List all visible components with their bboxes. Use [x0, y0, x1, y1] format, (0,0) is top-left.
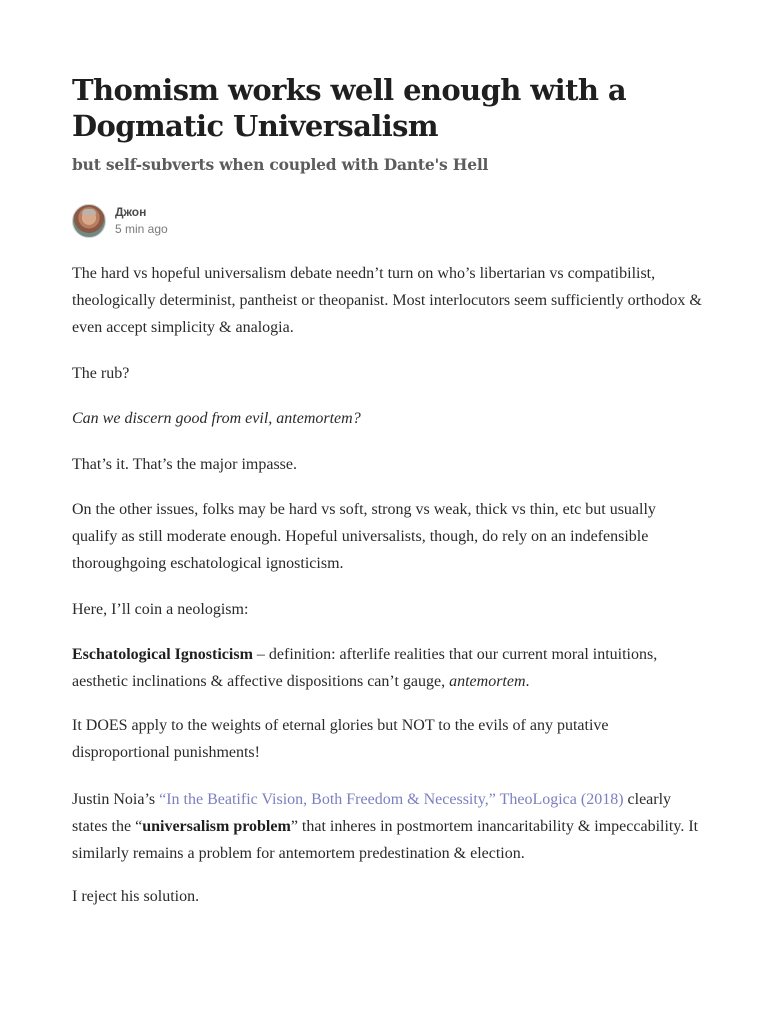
- universalism-problem-term: universalism problem: [142, 818, 291, 835]
- post-timestamp: 5 min ago: [115, 222, 168, 236]
- paragraph-8: It DOES apply to the weights of eternal glories but NOT to the evils of any putative disproportional punishments!: [72, 717, 609, 761]
- post-title-line-2: Dogmatic Universalism: [72, 109, 438, 143]
- post-title: [72, 72, 702, 144]
- paragraph-9-middle: clearly states the “: [72, 791, 672, 835]
- paragraph-1: The hard vs hopeful universalism debate needn’t turn on who’s libertarian vs compatibilist, theologically determinist, pantheist or theopanist. Most interlocutors seem sufficiently orthodox & even accept simplicity & analogia.: [72, 265, 702, 336]
- definition-emphasis: antemortem: [449, 673, 526, 690]
- paragraph-9-start: Justin Noia’s: [72, 791, 160, 808]
- definition-period: .: [525, 673, 530, 690]
- definition-text: – definition: afterlife realities that our current moral intuitions, aesthetic inclinations & affective dispositions can’t gauge,: [72, 646, 658, 690]
- paragraph-6: Here, I’ll coin a neologism:: [72, 601, 249, 618]
- paragraph-5: On the other issues, folks may be hard vs soft, strong vs weak, thick vs thin, etc but usually qualify as still moderate enough. Hopeful universalists, though, do rely on an indefensible thoroughgoing eschatological ignosticism.: [72, 501, 656, 572]
- author-avatar[interactable]: [72, 204, 106, 238]
- citation-link[interactable]: “In the Beatific Vision, Both Freedom & Necessity,” TheoLogica (2018): [159, 791, 624, 808]
- paragraph-2: The rub?: [72, 365, 130, 382]
- paragraph-4: That’s it. That’s the major impasse.: [72, 456, 297, 473]
- author-name[interactable]: Джон: [115, 205, 147, 219]
- paragraph-9: [72, 786, 702, 867]
- byline-meta: [115, 204, 168, 238]
- paragraph-10: I reject his solution.: [72, 888, 200, 905]
- post-subtitle: but self-subverts when coupled with Dante's Hell: [72, 155, 489, 174]
- paragraph-7-definition: [72, 641, 702, 695]
- byline: [72, 204, 168, 238]
- paragraph-3: Can we discern good from evil, antemortem?: [72, 410, 361, 427]
- definition-term: Eschatological Ignosticism: [72, 646, 253, 663]
- paragraph-9-end: ” that inheres in postmortem inancaritability & impeccability. It similarly remains a problem for antemortem predestination & election.: [72, 818, 699, 862]
- post-title-line-1: Thomism works well enough with a: [72, 73, 627, 107]
